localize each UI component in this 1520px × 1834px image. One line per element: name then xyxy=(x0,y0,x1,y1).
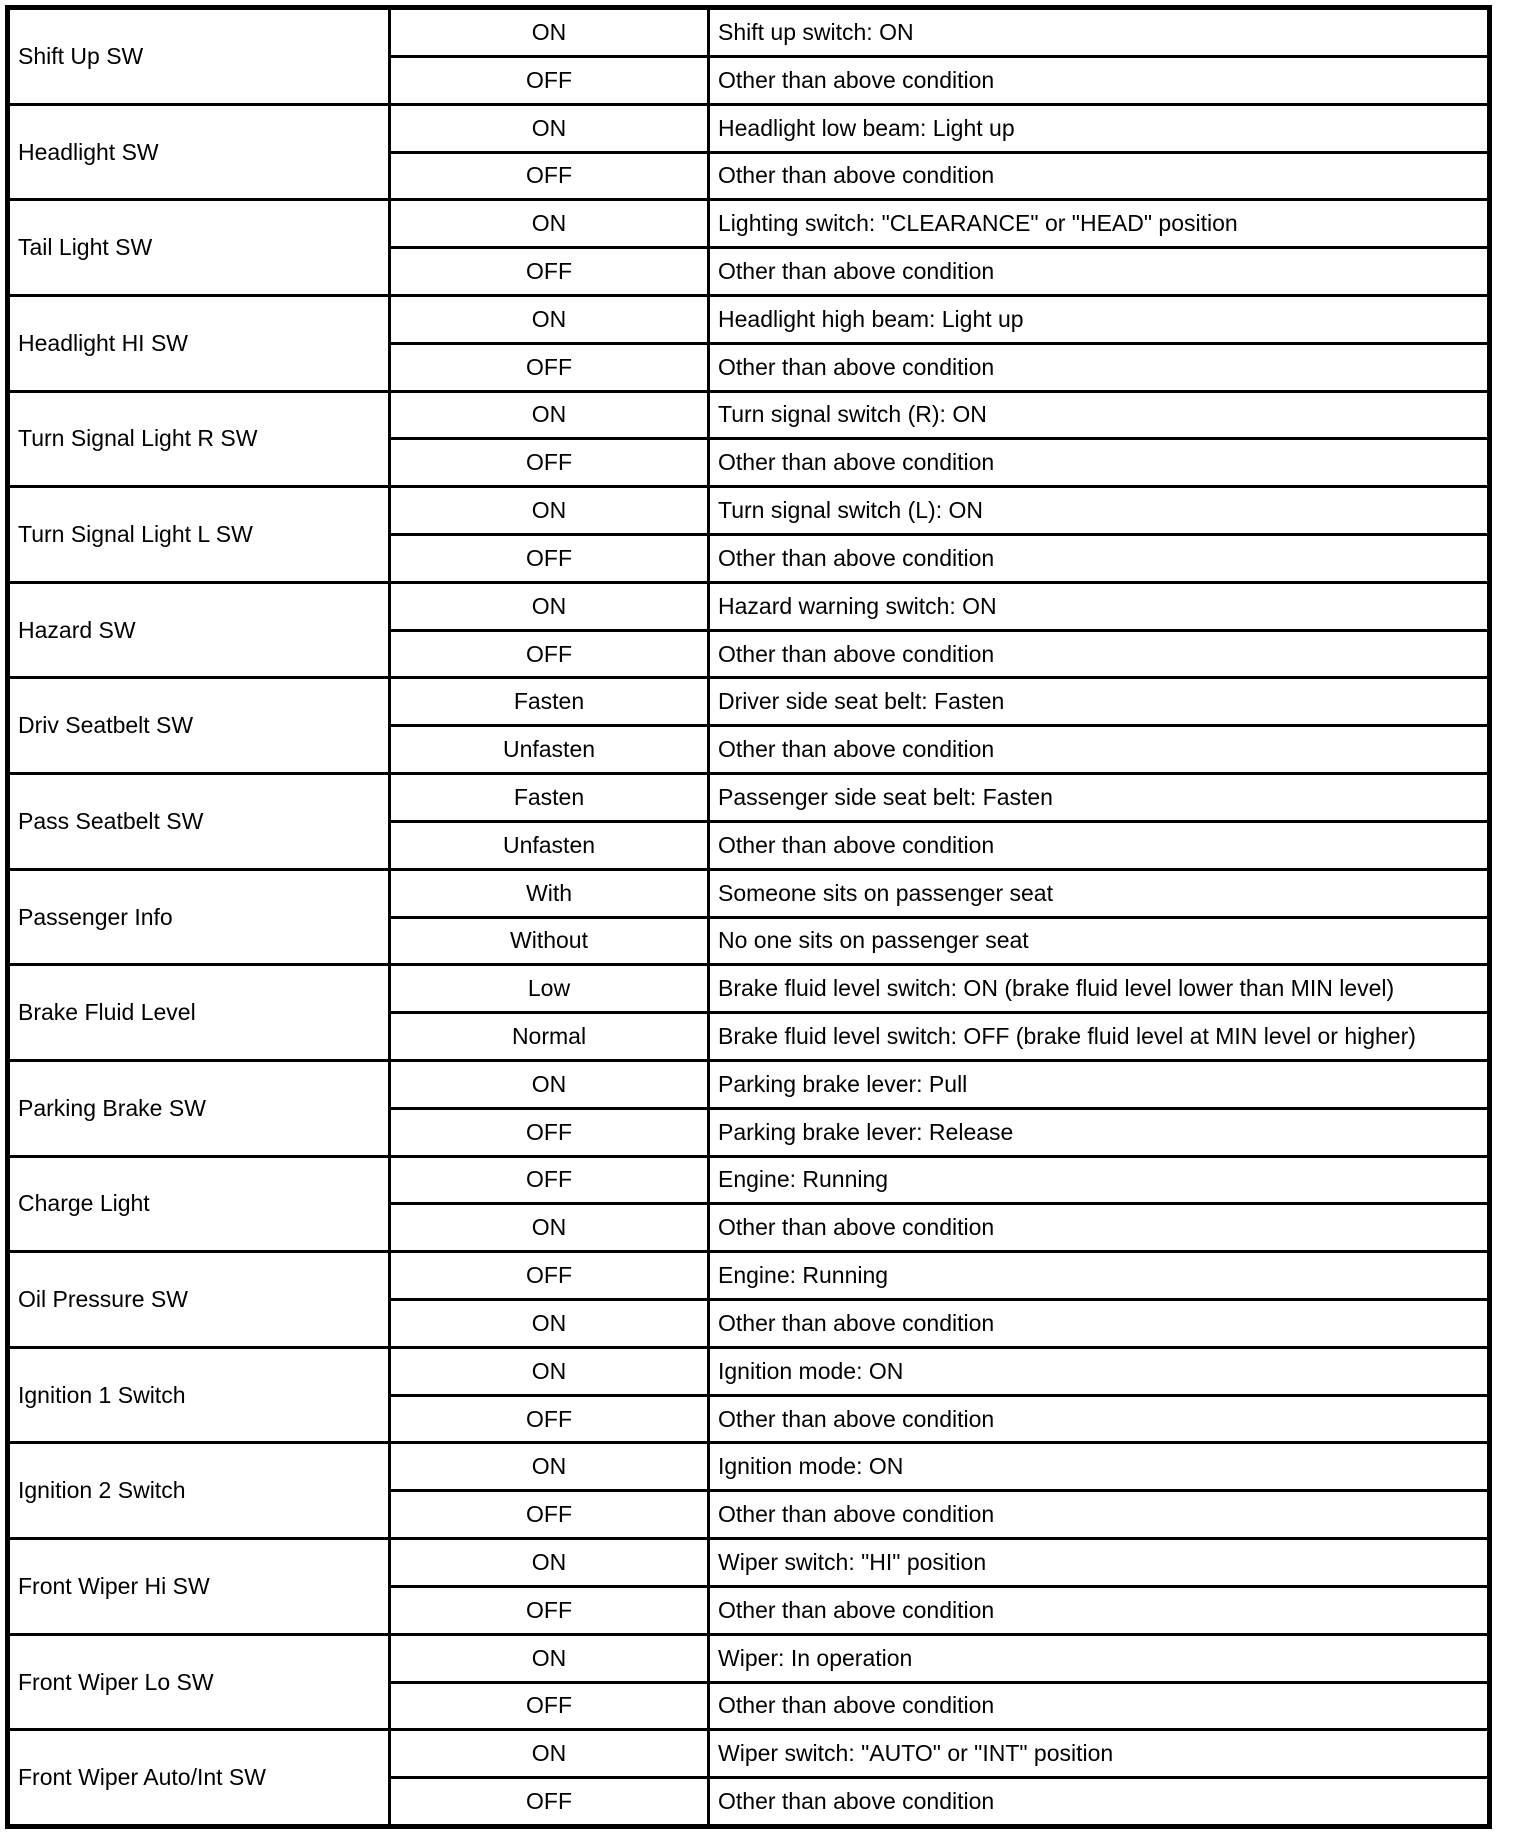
state-value: ON xyxy=(390,1539,709,1587)
item-name: Headlight SW xyxy=(8,104,390,200)
item-name: Turn Signal Light L SW xyxy=(8,487,390,583)
item-name: Ignition 2 Switch xyxy=(8,1443,390,1539)
state-condition: Other than above condition xyxy=(709,152,1490,200)
table-row xyxy=(8,8,1490,57)
state-value: OFF xyxy=(390,343,709,391)
state-condition: Lighting switch: "CLEARANCE" or "HEAD" position xyxy=(709,200,1490,248)
table-row xyxy=(8,1443,1490,1491)
table-row xyxy=(8,1060,1490,1108)
state-condition: Brake fluid level switch: ON (brake fluid level lower than MIN level) xyxy=(709,965,1490,1013)
state-condition: Shift up switch: ON xyxy=(709,8,1490,57)
state-condition: Other than above condition xyxy=(709,1586,1490,1634)
state-condition: No one sits on passenger seat xyxy=(709,917,1490,965)
state-condition: Wiper switch: "HI" position xyxy=(709,1539,1490,1587)
state-value: Fasten xyxy=(390,774,709,822)
state-value: OFF xyxy=(390,1586,709,1634)
state-value: OFF xyxy=(390,152,709,200)
state-value: ON xyxy=(390,1443,709,1491)
state-value: OFF xyxy=(390,1108,709,1156)
state-condition: Driver side seat belt: Fasten xyxy=(709,678,1490,726)
table-row xyxy=(8,965,1490,1013)
state-value: ON xyxy=(390,1347,709,1395)
state-value: ON xyxy=(390,1730,709,1778)
state-value: ON xyxy=(390,391,709,439)
state-condition: Other than above condition xyxy=(709,535,1490,583)
state-value: OFF xyxy=(390,1252,709,1300)
state-value: Fasten xyxy=(390,678,709,726)
state-condition: Parking brake lever: Pull xyxy=(709,1060,1490,1108)
state-condition: Headlight low beam: Light up xyxy=(709,104,1490,152)
table-row xyxy=(8,1156,1490,1204)
state-condition: Other than above condition xyxy=(709,248,1490,296)
state-value: OFF xyxy=(390,1778,709,1827)
state-condition: Wiper: In operation xyxy=(709,1634,1490,1682)
state-value: ON xyxy=(390,1634,709,1682)
item-name: Front Wiper Lo SW xyxy=(8,1634,390,1730)
state-condition: Engine: Running xyxy=(709,1252,1490,1300)
state-value: OFF xyxy=(390,1491,709,1539)
state-condition: Other than above condition xyxy=(709,1491,1490,1539)
state-value: OFF xyxy=(390,56,709,104)
state-value: OFF xyxy=(390,439,709,487)
item-name: Oil Pressure SW xyxy=(8,1252,390,1348)
state-value: ON xyxy=(390,1300,709,1348)
state-value: OFF xyxy=(390,1156,709,1204)
state-value: Unfasten xyxy=(390,726,709,774)
table-row xyxy=(8,1730,1490,1778)
state-condition: Other than above condition xyxy=(709,1778,1490,1827)
table-row xyxy=(8,1539,1490,1587)
switch-status-table xyxy=(5,5,1492,1829)
table-row xyxy=(8,582,1490,630)
state-value: OFF xyxy=(390,248,709,296)
table-row xyxy=(8,869,1490,917)
table-row xyxy=(8,774,1490,822)
state-value: ON xyxy=(390,1060,709,1108)
state-condition: Other than above condition xyxy=(709,56,1490,104)
item-name: Front Wiper Auto/Int SW xyxy=(8,1730,390,1827)
state-condition: Other than above condition xyxy=(709,439,1490,487)
item-name: Pass Seatbelt SW xyxy=(8,774,390,870)
item-name: Headlight HI SW xyxy=(8,295,390,391)
table-row xyxy=(8,295,1490,343)
table-row xyxy=(8,487,1490,535)
state-condition: Other than above condition xyxy=(709,343,1490,391)
state-condition: Turn signal switch (L): ON xyxy=(709,487,1490,535)
state-value: Unfasten xyxy=(390,821,709,869)
state-value: OFF xyxy=(390,630,709,678)
state-condition: Other than above condition xyxy=(709,821,1490,869)
item-name: Front Wiper Hi SW xyxy=(8,1539,390,1635)
state-value: ON xyxy=(390,104,709,152)
state-value: ON xyxy=(390,487,709,535)
table-row xyxy=(8,200,1490,248)
state-condition: Parking brake lever: Release xyxy=(709,1108,1490,1156)
item-name: Driv Seatbelt SW xyxy=(8,678,390,774)
state-condition: Other than above condition xyxy=(709,726,1490,774)
state-value: ON xyxy=(390,1204,709,1252)
state-condition: Brake fluid level switch: OFF (brake fluid level at MIN level or higher) xyxy=(709,1013,1490,1061)
item-name: Parking Brake SW xyxy=(8,1060,390,1156)
item-name: Hazard SW xyxy=(8,582,390,678)
state-value: Without xyxy=(390,917,709,965)
item-name: Shift Up SW xyxy=(8,8,390,105)
state-value: OFF xyxy=(390,1682,709,1730)
item-name: Tail Light SW xyxy=(8,200,390,296)
table-row xyxy=(8,1347,1490,1395)
item-name: Brake Fluid Level xyxy=(8,965,390,1061)
state-condition: Other than above condition xyxy=(709,1204,1490,1252)
table-row xyxy=(8,391,1490,439)
item-name: Ignition 1 Switch xyxy=(8,1347,390,1443)
state-condition: Other than above condition xyxy=(709,1682,1490,1730)
state-value: OFF xyxy=(390,1395,709,1443)
state-value: ON xyxy=(390,8,709,57)
state-condition: Engine: Running xyxy=(709,1156,1490,1204)
state-condition: Hazard warning switch: ON xyxy=(709,582,1490,630)
state-condition: Someone sits on passenger seat xyxy=(709,869,1490,917)
state-value: ON xyxy=(390,200,709,248)
table-row xyxy=(8,1634,1490,1682)
state-condition: Other than above condition xyxy=(709,630,1490,678)
state-condition: Turn signal switch (R): ON xyxy=(709,391,1490,439)
table-row xyxy=(8,678,1490,726)
state-value: ON xyxy=(390,582,709,630)
state-condition: Wiper switch: "AUTO" or "INT" position xyxy=(709,1730,1490,1778)
state-condition: Headlight high beam: Light up xyxy=(709,295,1490,343)
state-condition: Ignition mode: ON xyxy=(709,1347,1490,1395)
state-value: Low xyxy=(390,965,709,1013)
state-value: ON xyxy=(390,295,709,343)
item-name: Charge Light xyxy=(8,1156,390,1252)
item-name: Passenger Info xyxy=(8,869,390,965)
table-row xyxy=(8,104,1490,152)
table-row xyxy=(8,1252,1490,1300)
state-condition: Ignition mode: ON xyxy=(709,1443,1490,1491)
state-value: OFF xyxy=(390,535,709,583)
state-condition: Other than above condition xyxy=(709,1300,1490,1348)
state-value: With xyxy=(390,869,709,917)
state-value: Normal xyxy=(390,1013,709,1061)
state-condition: Passenger side seat belt: Fasten xyxy=(709,774,1490,822)
state-condition: Other than above condition xyxy=(709,1395,1490,1443)
item-name: Turn Signal Light R SW xyxy=(8,391,390,487)
